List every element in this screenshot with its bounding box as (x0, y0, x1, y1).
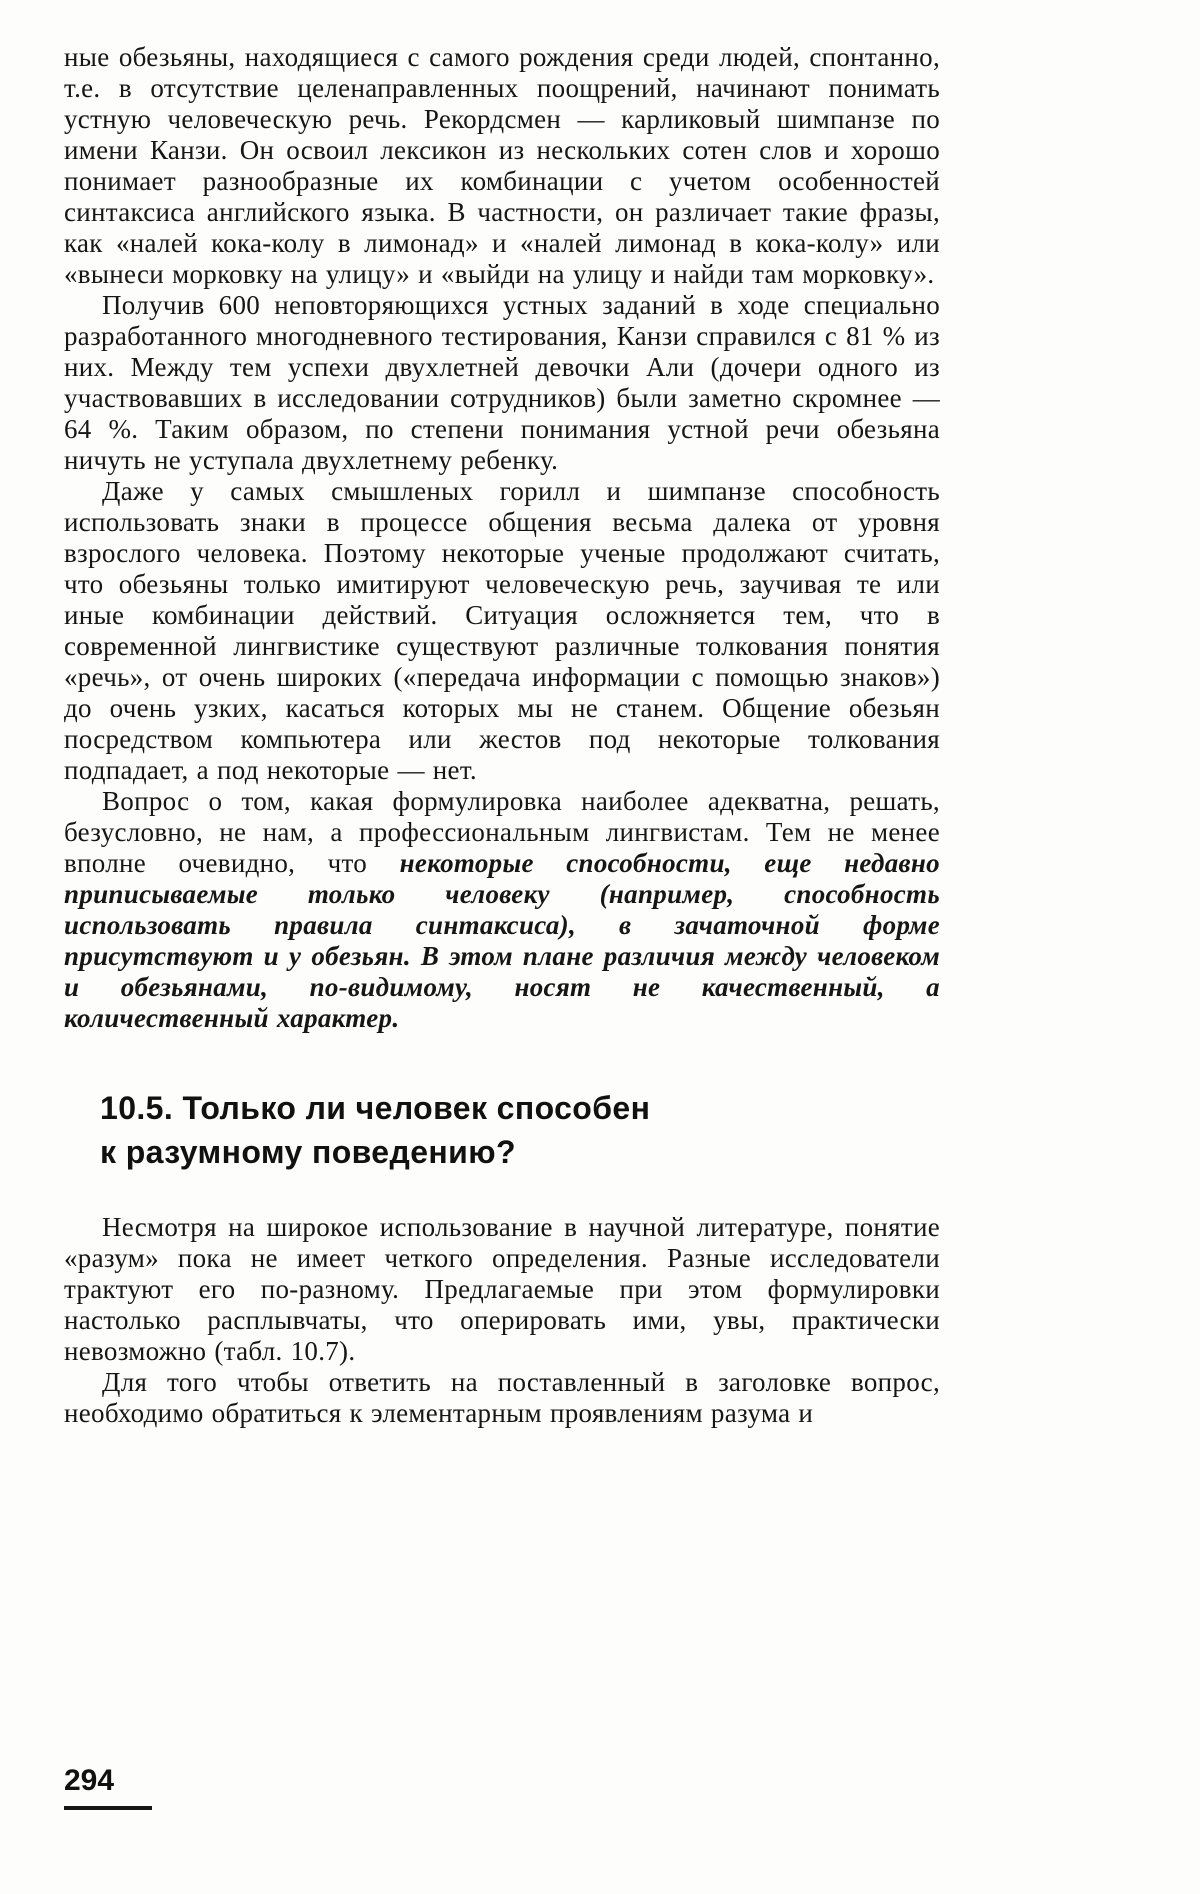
paragraph-text: Вопрос о том, какая формулировка наиболее адекватна, решать, безусловно, не нам, а профессиональным лингвистам. Тем не менее вполне очевидно, что (64, 786, 940, 878)
page-content (64, 42, 940, 1429)
paragraph: Несмотря на широкое использование в научной литературе, понятие «разум» пока не имеет четкого определения. Разные исследователи трактуют его по-разному. Предлагаемые при этом формулировки настолько расплывчаты, что оперировать ими, увы, практически невозможно (табл. 10.7). (64, 1212, 940, 1366)
paragraph: Получив 600 неповторяющихся устных заданий в ходе специально разработанного многодневного тестирования, Канзи справился с 81 % из них. Между тем успехи двухлетней девочки Али (дочери одного из участвовавших в исследовании сотрудников) были заметно скромнее — 64 %. Таким образом, по степени понимания устной речи обезьяна ничуть не уступала двухлетнему ребенку. (64, 290, 940, 475)
paragraph-continuation: ные обезьяны, находящиеся с самого рождения среди людей, спонтанно, т.е. в отсутствие целенаправленных поощрений, начинают понимать устную человеческую речь. Рекордсмен — карликовый шимпанзе по имени Канзи. Он освоил лексикон из нескольких сотен слов и хорошо понимает разнообразные их комбинации с учетом особенностей синтаксиса английского языка. В частности, он различает такие фразы, как «налей кока-колу в лимонад» и «налей лимонад в кока-колу» или «вынеси морковку на улицу» и «выйди на улицу и найди там морковку». (64, 42, 940, 289)
section-heading-line: 10.5. Только ли человек способен (100, 1090, 651, 1126)
section-heading-line: к разумному поведению? (100, 1134, 516, 1170)
section-heading (100, 1086, 940, 1174)
paragraph-incomplete: Для того чтобы ответить на поставленный в заголовке вопрос, необходимо обратиться к элементарным проявлениям разума и (64, 1367, 940, 1428)
paragraph-with-emphasis (64, 786, 940, 1034)
page-number: 294 (64, 1764, 152, 1810)
emphasized-text: некоторые способности, еще недавно приписываемые только человеку (например, способность использовать правила синтаксиса), в зачаточной форме присутствуют и у обезьян. В этом плане различия между человеком и обезьянами, по-видимому, носят не качественный, а количественный характер. (64, 848, 940, 1033)
paragraph: Даже у самых смышленых горилл и шимпанзе способность использовать знаки в процессе общения весьма далека от уровня взрослого человека. Поэтому некоторые ученые продолжают считать, что обезьяны только имитируют человеческую речь, заучивая те или иные комбинации действий. Ситуация осложняется тем, что в современной лингвистике существуют различные толкования понятия «речь», от очень широких («передача информации с помощью знаков») до очень узких, касаться которых мы не станем. Общение обезьян посредством компьютера или жестов под некоторые толкования подпадает, а под некоторые — нет. (64, 476, 940, 785)
